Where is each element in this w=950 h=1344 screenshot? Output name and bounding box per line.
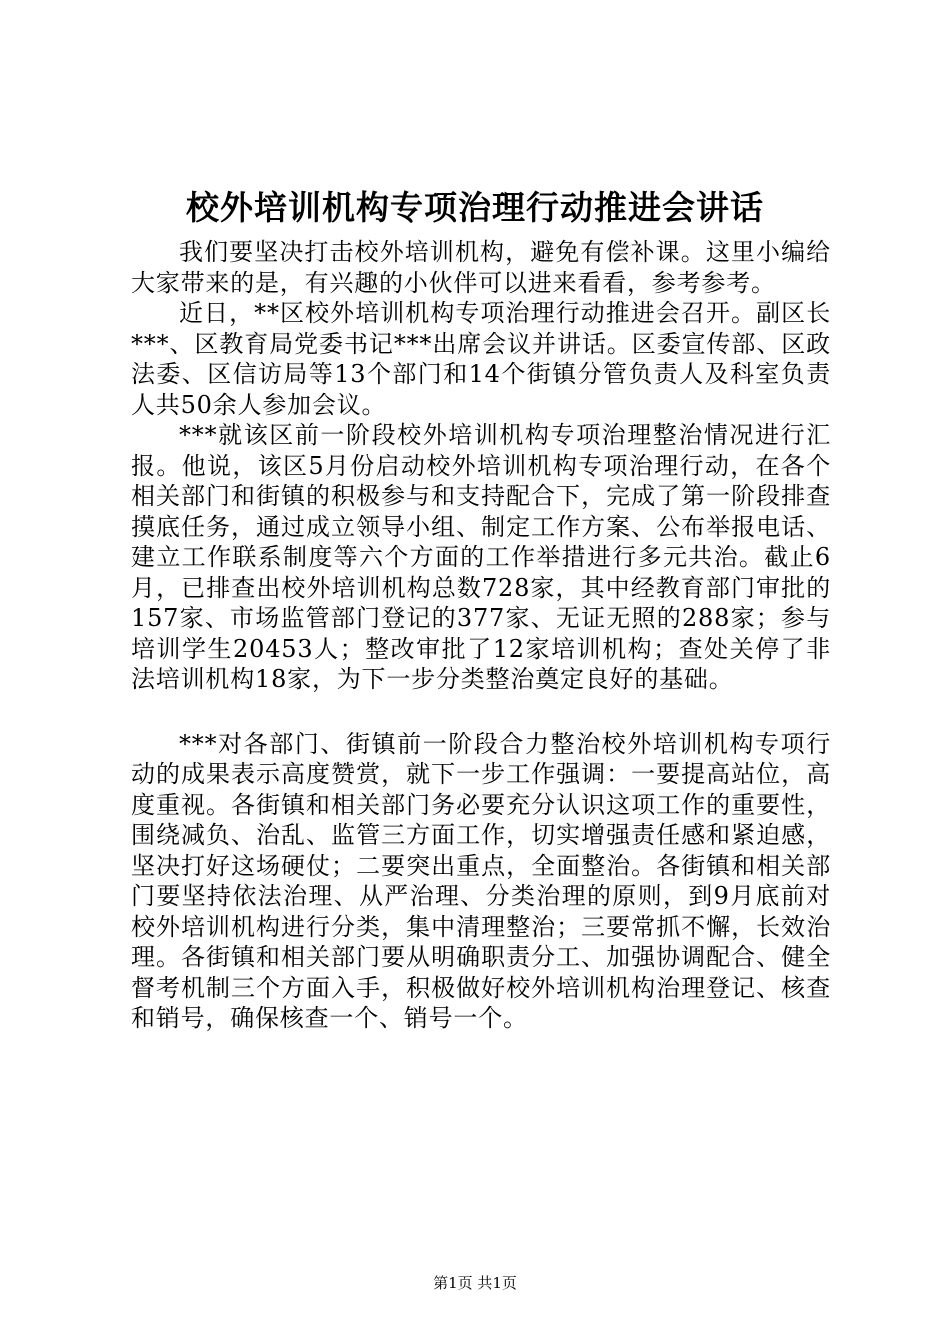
paragraph-report: ***就该区前一阶段校外培训机构专项治理整治情况进行汇报。他说，该区5月份启动校外培训机构专项治理行动，在各个相关部门和街镇的积极参与和支持配合下，完成了第一阶段排查摸底任务，通过成立领导小组、制定工作方案、公布举报电话、建立工作联系制度等六个方面的工作举措进行多元共治。截止6月，已排查出校外培训机构总数728家，其中经教育部门审批的157家、市场监管部门登记的377家、无证无照的288家；参与培训学生20453人；整改审批了12家培训机构；查处关停了非法培训机构18家，为下一步分类整治奠定良好的基础。 [131, 421, 831, 693]
document-body [131, 237, 831, 1034]
document-title: 校外培训机构专项治理行动推进会讲话 [186, 188, 764, 227]
paragraph-spacer [131, 695, 831, 729]
paragraph-meeting: 近日，**区校外培训机构专项治理行动推进会召开。副区长***、区教育局党委书记***出席会议并讲话。区委宣传部、区政法委、区信访局等13个部门和14个街镇分管负责人及科室负责人共50余人参加会议。 [131, 299, 831, 419]
paragraph-intro: 我们要坚决打击校外培训机构，避免有偿补课。这里小编给大家带来的是，有兴趣的小伙伴可以进来看看，参考参考。 [131, 238, 831, 297]
paragraph-requirements: ***对各部门、街镇前一阶段合力整治校外培训机构专项行动的成果表示高度赞赏，就下一步工作强调：一要提高站位，高度重视。各街镇和相关部门务必要充分认识这项工作的重要性，围绕减负、治乱、监管三方面工作，切实增强责任感和紧迫感，坚决打好这场硬仗；二要突出重点，全面整治。各街镇和相关部门要坚持依法治理、从严治理、分类治理的原则，到9月底前对校外培训机构进行分类，集中清理整治；三要常抓不懈，长效治理。各街镇和相关部门要从明确职责分工、加强协调配合、健全督考机制三个方面入手，积极做好校外培训机构治理登记、核查和销号，确保核查一个、销号一个。 [131, 729, 831, 1032]
page-footer: 第1页 共1页 [433, 1274, 517, 1292]
